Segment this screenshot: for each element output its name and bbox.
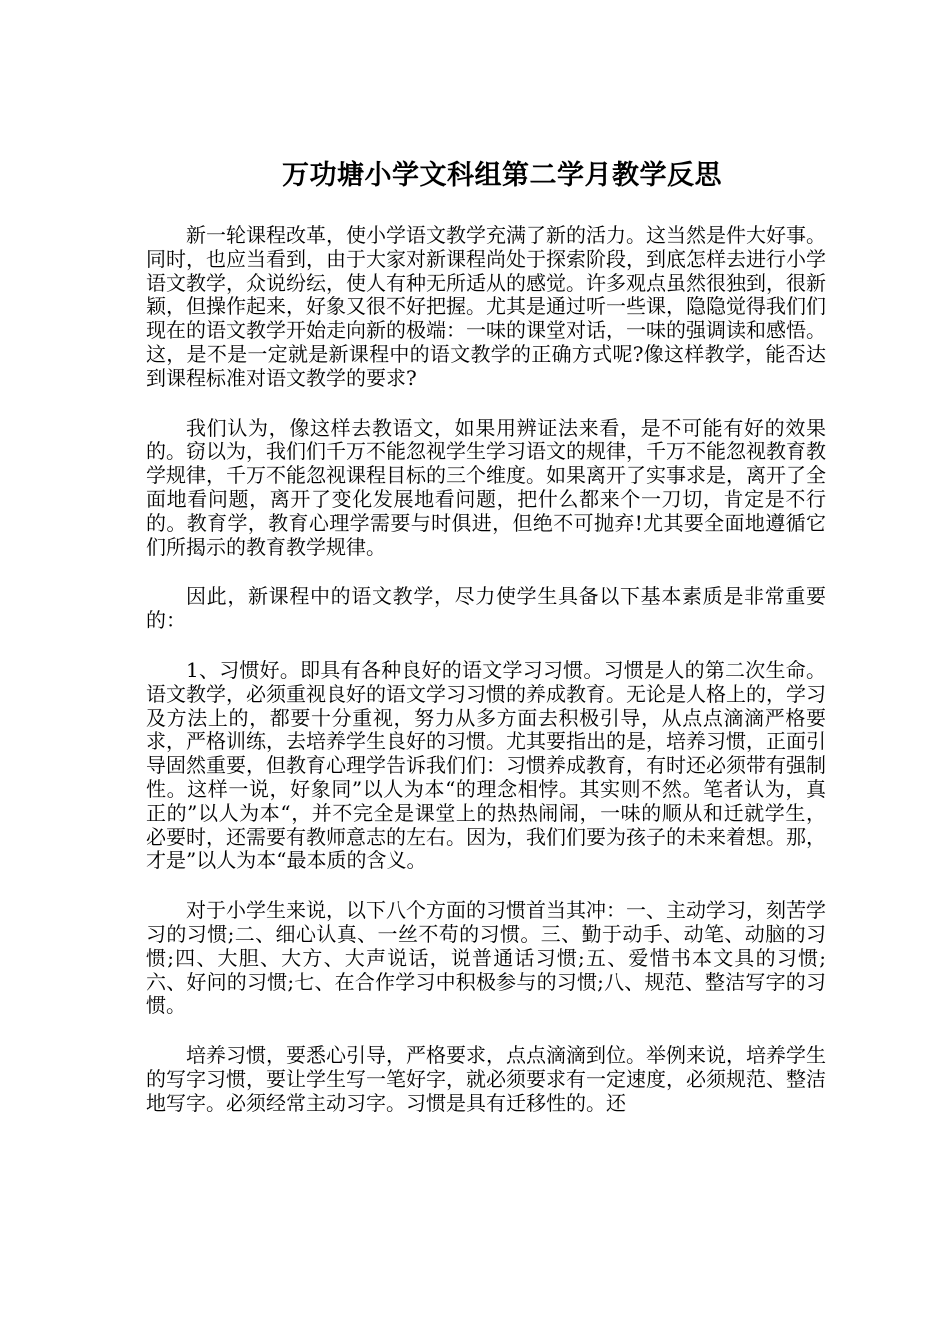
paragraph: 对于小学生来说，以下八个方面的习惯首当其冲：一、主动学习，刻苦学习的习惯;二、细心认真、一丝不苟的习惯。三、勤于动手、动笔、动脑的习惯;四、大胆、大方、大声说话，说普通话习惯;五、爱惜书本文具的习惯;六、好问的习惯;七、在合作学习中积极参与的习惯;八、规范、整洁写字的习惯。 xyxy=(146,898,826,1018)
paragraph: 新一轮课程改革，使小学语文教学充满了新的活力。这当然是件大好事。同时，也应当看到，由于大家对新课程尚处于探索阶段，到底怎样去进行小学语文教学，众说纷纭，使人有种无所适从的感觉。许多观点虽然很独到，很新颖，但操作起来，好象又很不好把握。尤其是通过听一些课，隐隐觉得我们们现在的语文教学开始走向新的极端：一味的课堂对话，一味的强调读和感悟。这，是不是一定就是新课程中的语文教学的正确方式呢?像这样教学，能否达到课程标准对语文教学的要求? xyxy=(146,223,826,390)
document-title: 万功塘小学文科组第二学月教学反思 xyxy=(282,160,722,191)
paragraph: 培养习惯，要悉心引导，严格要求，点点滴滴到位。举例来说，培养学生的写字习惯，要让学生写一笔好字，就必须要求有一定速度，必须规范、整洁地写字。必须经常主动习字。习惯是具有迁移性的。还 xyxy=(146,1043,826,1115)
document-body xyxy=(146,224,826,1142)
paragraph: 我们认为，像这样去教语文，如果用辨证法来看，是不可能有好的效果的。窃以为，我们们千万不能忽视学生学习语文的规律，千万不能忽视教育教学规律，千万不能忽视课程目标的三个维度。如果离开了实事求是，离开了全面地看问题，离开了变化发展地看问题，把什么都来个一刀切，肯定是不行的。教育学，教育心理学需要与时俱进，但绝不可抛弃!尤其要全面地遵循它们所揭示的教育教学规律。 xyxy=(146,415,826,559)
paragraph: 因此，新课程中的语文教学，尽力使学生具备以下基本素质是非常重要的： xyxy=(146,584,826,633)
paragraph: 1、习惯好。即具有各种良好的语文学习习惯。习惯是人的第二次生命。语文教学，必须重视良好的语文学习习惯的养成教育。无论是人格上的，学习及方法上的，都要十分重视，努力从多方面去积极引导，从点点滴滴严格要求，严格训练，去培养学生良好的习惯。尤其要指出的是，培养习惯，正面引导固然重要，但教育心理学告诉我们们：习惯养成教育，有时还必须带有强制性。这样一说，好象同”以人为本“的理念相悖。其实则不然。笔者认为，真正的”以人为本“，并不完全是课堂上的热热闹闹，一味的顺从和迁就学生，必要时，还需要有教师意志的左右。因为，我们们要为孩子的未来着想。那，才是”以人为本“最本质的含义。 xyxy=(146,657,826,873)
